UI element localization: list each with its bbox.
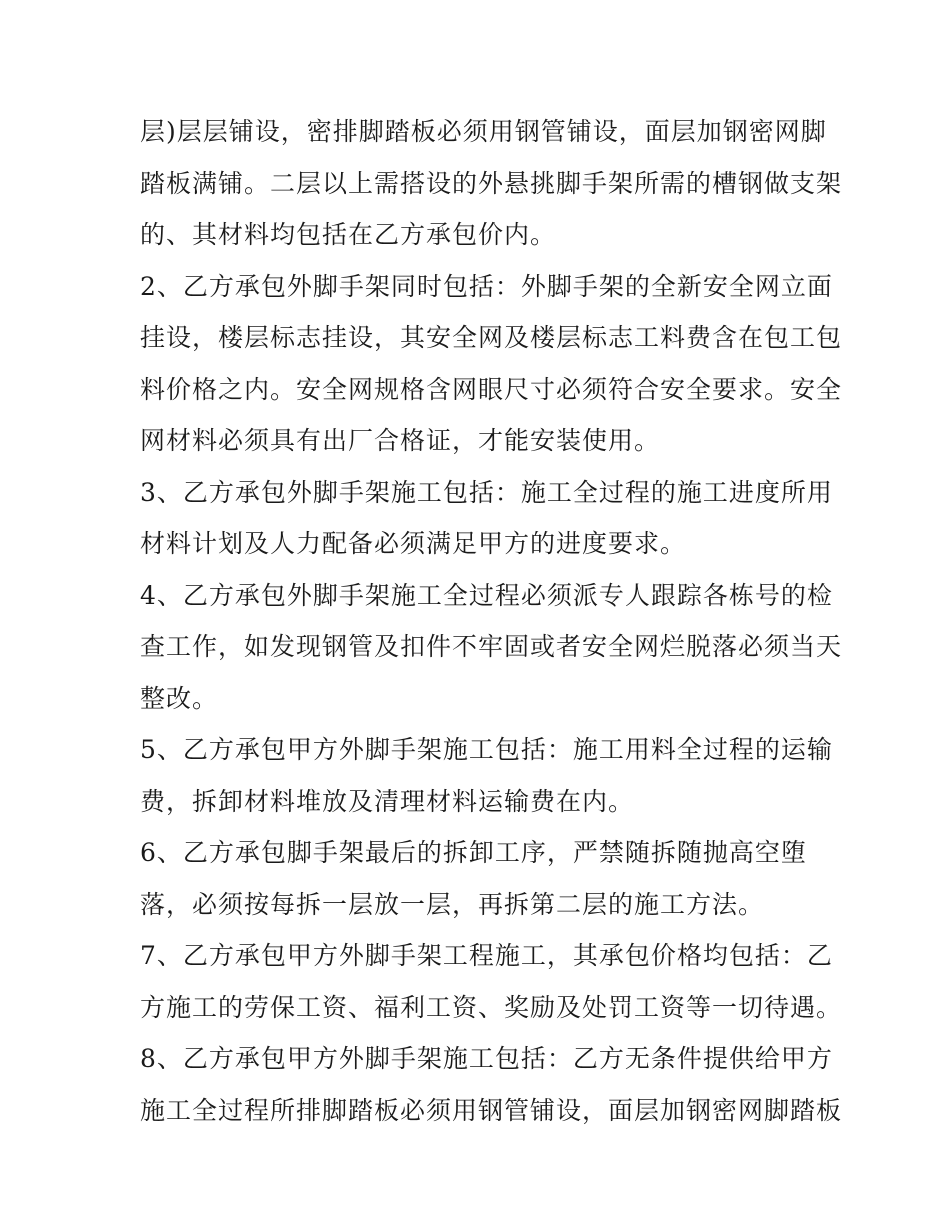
text-line: 2、乙方承包外脚手架同时包括：外脚手架的全新安全网立面 [140,271,833,301]
text-line: 的、其材料均包括在乙方承包价内。 [140,220,557,249]
document-body [140,106,843,1136]
text-line: 料价格之内。安全网规格含网眼尺寸必须符合安全要求。安全 [140,374,843,404]
text-line: 材料计划及人力配备必须满足甲方的进度要求。 [140,529,687,558]
text-line: 5、乙方承包甲方外脚手架施工包括：施工用料全过程的运输 [140,735,833,764]
text-line: 踏板满铺。二层以上需搭设的外悬挑脚手架所需的槽钢做支架 [140,168,843,198]
text-line: 查工作，如发现钢管及扣件不牢固或者安全网烂脱落必须当天 [140,632,843,661]
text-line: 网材料必须具有出厂合格证，才能安装使用。 [140,426,661,455]
text-line: 整改。 [140,683,219,713]
text-line: 方施工的劳保工资、福利工资、奖励及处罚工资等一切待遇。 [140,992,843,1022]
text-line: 4、乙方承包外脚手架施工全过程必须派专人跟踪各栋号的检 [140,580,833,610]
text-line: 费，拆卸材料堆放及清理材料运输费在内。 [140,786,635,816]
text-line: 3、乙方承包外脚手架施工包括：施工全过程的施工进度所用 [140,477,833,507]
text-line: 6、乙方承包脚手架最后的拆卸工序，严禁随拆随抛高空堕 [140,838,807,867]
text-line: 8、乙方承包甲方外脚手架施工包括：乙方无条件提供给甲方 [140,1044,833,1073]
text-line: 施工全过程所排脚踏板必须用钢管铺设，面层加钢密网脚踏板 [140,1095,843,1125]
text-line: 落，必须按每拆一层放一层，再拆第二层的施工方法。 [140,889,765,919]
text-line: 挂设，楼层标志挂设，其安全网及楼层标志工料费含在包工包 [140,323,843,352]
text-line: 层)层层铺设，密排脚踏板必须用钢管铺设，面层加钢密网脚 [140,117,827,146]
text-line: 7、乙方承包甲方外脚手架工程施工，其承包价格均包括：乙 [140,941,833,970]
